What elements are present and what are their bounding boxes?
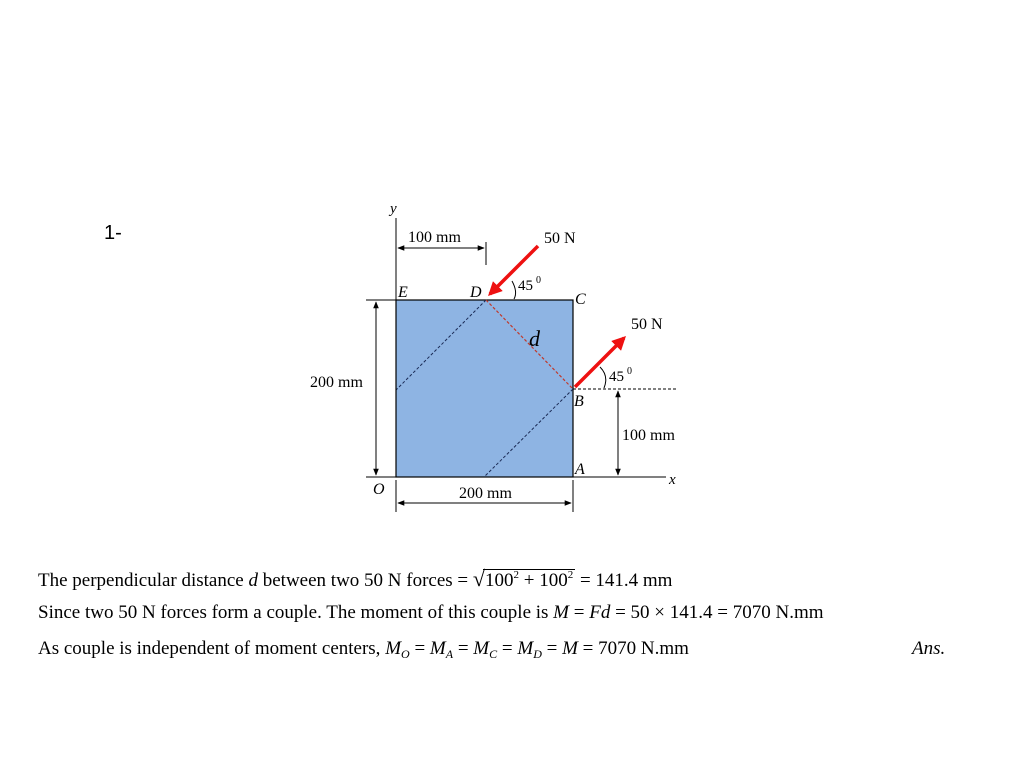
answer-label: Ans. [912, 638, 946, 659]
label-e: E [398, 284, 408, 301]
label-o: O [373, 481, 385, 498]
x-axis-label: x [669, 472, 676, 488]
force-b-label: 50 N [631, 316, 663, 333]
dim-bottom-label: 200 mm [459, 485, 512, 502]
label-distance-d: d [529, 326, 540, 351]
angle-b-sup: 0 [627, 366, 632, 377]
dim-top-label: 100 mm [408, 229, 461, 246]
plate [396, 300, 573, 477]
angle-arc-b [600, 367, 606, 388]
solution-line-1: The perpendicular distance d between two 50 N forces = $√100^2 + 100^2 = 141.4$ mm [38, 566, 673, 591]
dim-right-label: 100 mm [622, 427, 675, 444]
angle-d-sup: 0 [536, 275, 541, 286]
solution-line-2: Since two 50 N forces form a couple. The moment of this couple is M = Fd = 50 × 141.4 = 7070 N.mm [38, 602, 824, 623]
radicand: $100^2 + 100^2$ [484, 569, 574, 591]
label-c: C [575, 291, 586, 308]
label-d: D [470, 284, 482, 301]
dim-left-label: 200 mm [310, 374, 363, 391]
sqrt-symbol: √ [472, 566, 485, 591]
angle-b-label: 45 [609, 369, 624, 385]
y-axis-label: y [390, 201, 397, 217]
label-a: A [575, 461, 585, 478]
angle-d-label: 45 [518, 278, 533, 294]
angle-arc-d [512, 281, 516, 299]
force-d-label: 50 N [544, 230, 576, 247]
solution-line-3: As couple is independent of moment centers, $M_O = M_A = M_C = M_D = M = 7070$ N.mm [38, 638, 689, 661]
problem-number: 1- [104, 222, 122, 244]
label-b: B [574, 393, 584, 410]
